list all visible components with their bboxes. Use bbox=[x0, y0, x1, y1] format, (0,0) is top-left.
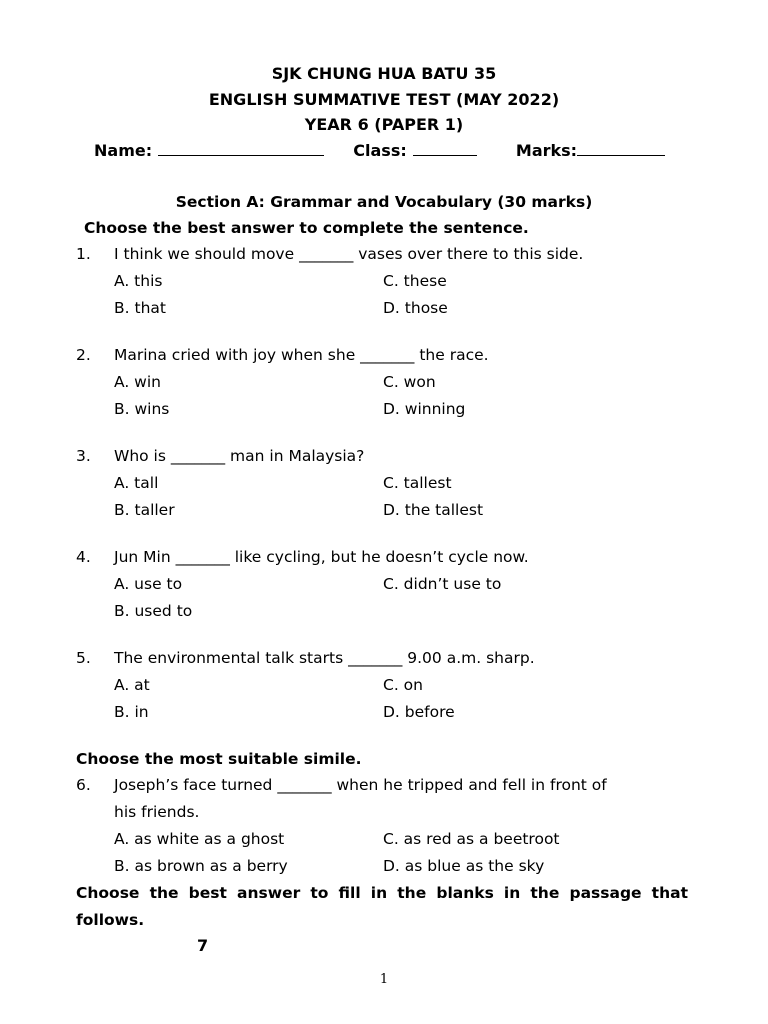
class-label: Class: bbox=[353, 141, 407, 160]
question-text: The environmental talk starts _______ 9.00 a.m. sharp. bbox=[114, 649, 535, 667]
student-info-row bbox=[94, 141, 665, 161]
option-b[interactable]: B. taller bbox=[114, 501, 175, 519]
option-b[interactable]: B. that bbox=[114, 299, 166, 317]
instruction-passage-line2: follows. bbox=[76, 911, 145, 929]
question-text: Who is _______ man in Malaysia? bbox=[114, 447, 365, 465]
section-title: Section A: Grammar and Vocabulary (30 marks) bbox=[175, 193, 593, 211]
page-number: 1 bbox=[379, 972, 389, 987]
question-text: Joseph’s face turned _______ when he tripped and fell in front of bbox=[114, 776, 607, 794]
question-number: 3. bbox=[76, 447, 91, 465]
question-text-continued: his friends. bbox=[114, 803, 200, 821]
option-c[interactable]: C. as red as a beetroot bbox=[383, 830, 560, 848]
option-c[interactable]: C. didn’t use to bbox=[383, 575, 502, 593]
option-c[interactable]: C. tallest bbox=[383, 474, 452, 492]
option-d[interactable]: D. the tallest bbox=[383, 501, 484, 519]
option-b[interactable]: B. used to bbox=[114, 602, 193, 620]
instruction-complete-sentence: Choose the best answer to complete the sentence. bbox=[84, 219, 529, 237]
option-a[interactable]: A. as white as a ghost bbox=[114, 830, 285, 848]
option-a[interactable]: A. at bbox=[114, 676, 150, 694]
option-c[interactable]: C. won bbox=[383, 373, 436, 391]
option-a[interactable]: A. use to bbox=[114, 575, 183, 593]
name-field[interactable] bbox=[158, 141, 324, 156]
test-title: ENGLISH SUMMATIVE TEST (MAY 2022) bbox=[208, 90, 560, 109]
option-a[interactable]: A. win bbox=[114, 373, 161, 391]
option-d[interactable]: D. those bbox=[383, 299, 448, 317]
name-label: Name: bbox=[94, 141, 153, 160]
marks-label: Marks: bbox=[515, 141, 578, 160]
option-c[interactable]: C. these bbox=[383, 272, 447, 290]
year-paper: YEAR 6 (PAPER 1) bbox=[304, 115, 464, 134]
option-b[interactable]: B. wins bbox=[114, 400, 170, 418]
option-b[interactable]: B. as brown as a berry bbox=[114, 857, 288, 875]
option-c[interactable]: C. on bbox=[383, 676, 423, 694]
instruction-simile: Choose the most suitable simile. bbox=[76, 750, 362, 768]
class-field[interactable] bbox=[413, 141, 477, 156]
passage-question-number: 7 bbox=[197, 936, 209, 955]
school-name: SJK CHUNG HUA BATU 35 bbox=[271, 64, 497, 83]
question-number: 4. bbox=[76, 548, 91, 566]
option-a[interactable]: A. tall bbox=[114, 474, 159, 492]
question-text: I think we should move _______ vases over there to this side. bbox=[114, 245, 584, 263]
instruction-passage-line1: Choose the best answer to fill in the blanks in the passage that bbox=[76, 884, 688, 902]
question-text: Jun Min _______ like cycling, but he doesn’t cycle now. bbox=[114, 548, 529, 566]
option-d[interactable]: D. as blue as the sky bbox=[383, 857, 545, 875]
option-d[interactable]: D. before bbox=[383, 703, 455, 721]
question-text: Marina cried with joy when she _______ the race. bbox=[114, 346, 489, 364]
marks-field[interactable] bbox=[577, 141, 665, 156]
question-number: 5. bbox=[76, 649, 91, 667]
option-b[interactable]: B. in bbox=[114, 703, 149, 721]
question-number: 2. bbox=[76, 346, 91, 364]
option-d[interactable]: D. winning bbox=[383, 400, 466, 418]
question-number: 1. bbox=[76, 245, 91, 263]
question-number: 6. bbox=[76, 776, 91, 794]
option-a[interactable]: A. this bbox=[114, 272, 163, 290]
